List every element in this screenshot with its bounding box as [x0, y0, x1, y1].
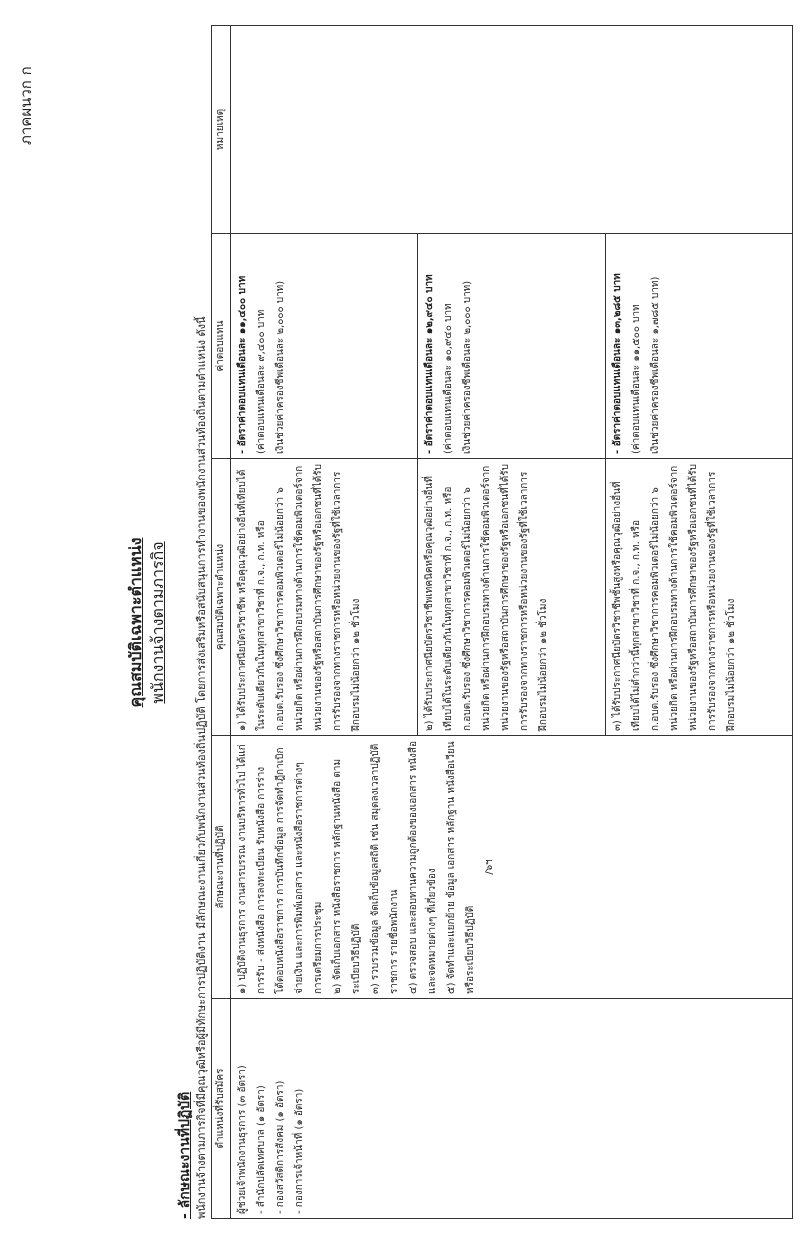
header-remarks: หมายเหตุ	[212, 26, 231, 234]
duty-item: ๑) ปฏิบัติงานธุรการ งานสารบรรณ งานบริหารทั่วไป ได้แก่ การรับ - ส่งหนังสือ การลงทะเบียน รับหนังสือ การร่างโต้ตอบหนังสือราชการ การบันทึกข้อมูล การจัดทำฎีกาเบิกจ่ายเงิน และการพิมพ์เอกสาร และหนังสือราชการต่างๆ การเตรียมการประชุม	[237, 744, 324, 994]
duty-item: ๔) ตรวจสอบ และสอบทานความถูกต้องของเอกสาร หนังสือ และจดหมายต่างๆ ที่เกี่ยวข้อง	[408, 741, 438, 994]
compensation-cell	[418, 234, 605, 459]
remarks-cell	[231, 26, 793, 234]
appendix-label: ภาคผนวก ก	[17, 66, 35, 145]
qualification-cell	[231, 459, 418, 736]
qualification-text: ๑) ได้รับประกาศนียบัตรวิชาชีพ หรือคุณวุฒิอย่างอื่นที่เทียบได้ในระดับเดียวกันในทุกสาขาวิชาที่ ก.จ., ก.ท. หรือ ก.อบต.รับรอง ซึ่งศึกษาวิชาการคอมพิวเตอร์ไม่น้อยกว่า ๖ หน่วยกิต หรือผ่านการฝึกอบรมทางด้านการใช้คอมพิวเตอร์จากหน่วยงานของรัฐหรือสถาบันการศึกษาของรัฐหรือเอกชนที่ได้รับการรับรองจากทางราชการหรือหน่วยงานของรัฐที่ใช้เวลาการฝึกอบรมไม่น้อยกว่า ๑๒ ชั่วโมง	[237, 464, 362, 731]
duty-item: ๓) รวบรวมข้อมูล จัดเก็บข้อมูลสถิติ เช่น สมุดลงเวลาปฏิบัติราชการ รายชื่อพนักงาน	[370, 743, 400, 994]
header-qualifications: คุณสมบัติเฉพาะตำแหน่ง	[212, 459, 231, 736]
position-unit: - กองการเจ้าหน้าที่ (๑ อัตรา)	[294, 1088, 305, 1214]
compensation-detail: เงินช่วยค่าครองชีพเดือนละ ๒,๐๐๐ บาท)	[275, 280, 286, 454]
position-cell	[231, 999, 793, 1219]
header-compensation: ค่าตอบแทน	[212, 234, 231, 459]
duty-item: ๕) จัดทำและแยกย้าย ข้อมูล เอกสาร หลักฐาน หนังสือเวียน หรือระเบียบวิธีปฏิบัติ	[446, 741, 476, 994]
qualification-text: ๓) ได้รับประกาศนียบัตรวิชาชีพชั้นสูงหรือคุณวุฒิอย่างอื่นที่เทียบได้ไม่ต่ำกว่านี้ทุกสาขาวิชาที่ ก.จ., ก.ท. หรือ ก.อบต.รับรอง ซึ่งศึกษาวิชาการคอมพิวเตอร์ไม่น้อยกว่า ๖ หน่วยกิต หรือผ่านการฝึกอบรมทางด้านการใช้คอมพิวเตอร์จากหน่วยงานของรัฐหรือสถาบันการศึกษาของรัฐหรือเอกชนที่ได้รับการรับรองจากทางราชการหรือหน่วยงานของรัฐที่ใช้เวลาการฝึกอบรมไม่น้อยกว่า ๑๒ ชั่วโมง	[611, 464, 737, 731]
header-position: ตำแหน่งที่รับสมัคร	[212, 999, 231, 1219]
compensation-detail: (ค่าตอบแทนเดือนละ ๑๑,๕๐๐ บาท	[630, 304, 642, 454]
duties-cell	[231, 736, 793, 999]
continuation-mark: /๖ฯ	[484, 859, 495, 875]
intro-paragraph: พนักงานจ้างตามภารกิจที่มีคุณวุฒิหรือผู้มีทักษะการปฏิบัติงาน มีลักษณะงานเกี่ยวกับพนักงานส่วนท้องถิ่นปฏิบัติ โดยการส่งเสริมหรือสนับสนุนการทำงานของพนักงานส่วนท้องถิ่นตามตำแหน่ง ดังนี้	[195, 316, 208, 1219]
compensation-detail: (ค่าตอบแทนเดือนละ ๑๐,๙๔๐ บาท	[443, 303, 455, 454]
table-header-row	[212, 26, 231, 1219]
compensation-cell	[231, 234, 418, 459]
qualification-table	[211, 25, 793, 1219]
compensation-headline: - อัตราค่าตอบแทนเดือนละ ๑๓,๒๘๕ บาท	[611, 273, 623, 454]
position-unit: - กองสวัสดิการสังคม (๑ อัตรา)	[275, 1080, 286, 1214]
compensation-detail: (ค่าตอบแทนเดือนละ ๙,๔๐๐ บาท	[256, 309, 267, 454]
header-duties: ลักษณะงานที่ปฏิบัติ	[212, 736, 231, 999]
document-title: คุณสมบัติเฉพาะตำแหน่ง	[126, 537, 145, 708]
compensation-detail: เงินช่วยค่าครองชีพเดือนละ ๒,๐๐๐ บาท)	[462, 280, 474, 454]
document-subtitle: พนักงานจ้างตามภารกิจ	[148, 541, 167, 704]
compensation-headline: - อัตราค่าตอบแทนเดือนละ ๑๑,๔๐๐ บาท	[237, 275, 248, 454]
compensation-detail: เงินช่วยค่าครองชีพเดือนละ ๑,๗๘๕ บาท)	[649, 276, 661, 454]
compensation-headline: - อัตราค่าตอบแทนเดือนละ ๑๒,๙๔๐ บาท	[424, 274, 436, 454]
duty-item: ๒) จัดเก็บเอกสาร หนังสือราชการ หลักฐานหนังสือ ตามระเบียบวิธีปฏิบัติ	[332, 758, 362, 994]
qualification-cell	[418, 459, 605, 736]
position-unit: - สำนักปลัดเทศบาล (๑ อัตรา)	[256, 1085, 267, 1214]
section-title: - ลักษณะงานที่ปฏิบัติ	[177, 1091, 193, 1219]
position-title: ผู้ช่วยเจ้าพนักงานธุรการ (๓ อัตรา)	[237, 1065, 248, 1214]
compensation-cell	[605, 234, 792, 459]
qualification-text: ๒) ได้รับประกาศนียบัตรวิชาชีพเทคนิคหรือคุณวุฒิอย่างอื่นที่เทียบได้ในระดับเดียวกันในทุกสาขาวิชาที่ ก.จ., ก.ท. หรือ ก.อบต.รับรอง ซึ่งศึกษาวิชาการคอมพิวเตอร์ไม่น้อยกว่า ๖ หน่วยกิต หรือผ่านการฝึกอบรมทางด้านการใช้คอมพิวเตอร์จากหน่วยงานของรัฐหรือสถาบันการศึกษาของรัฐหรือเอกชนที่ได้รับการรับรองจากทางราชการหรือหน่วยงานของรัฐที่ใช้เวลาการฝึกอบรมไม่น้อยกว่า ๑๒ ชั่วโมง	[424, 464, 550, 731]
table-row	[231, 26, 418, 1219]
qualification-cell	[605, 459, 792, 736]
